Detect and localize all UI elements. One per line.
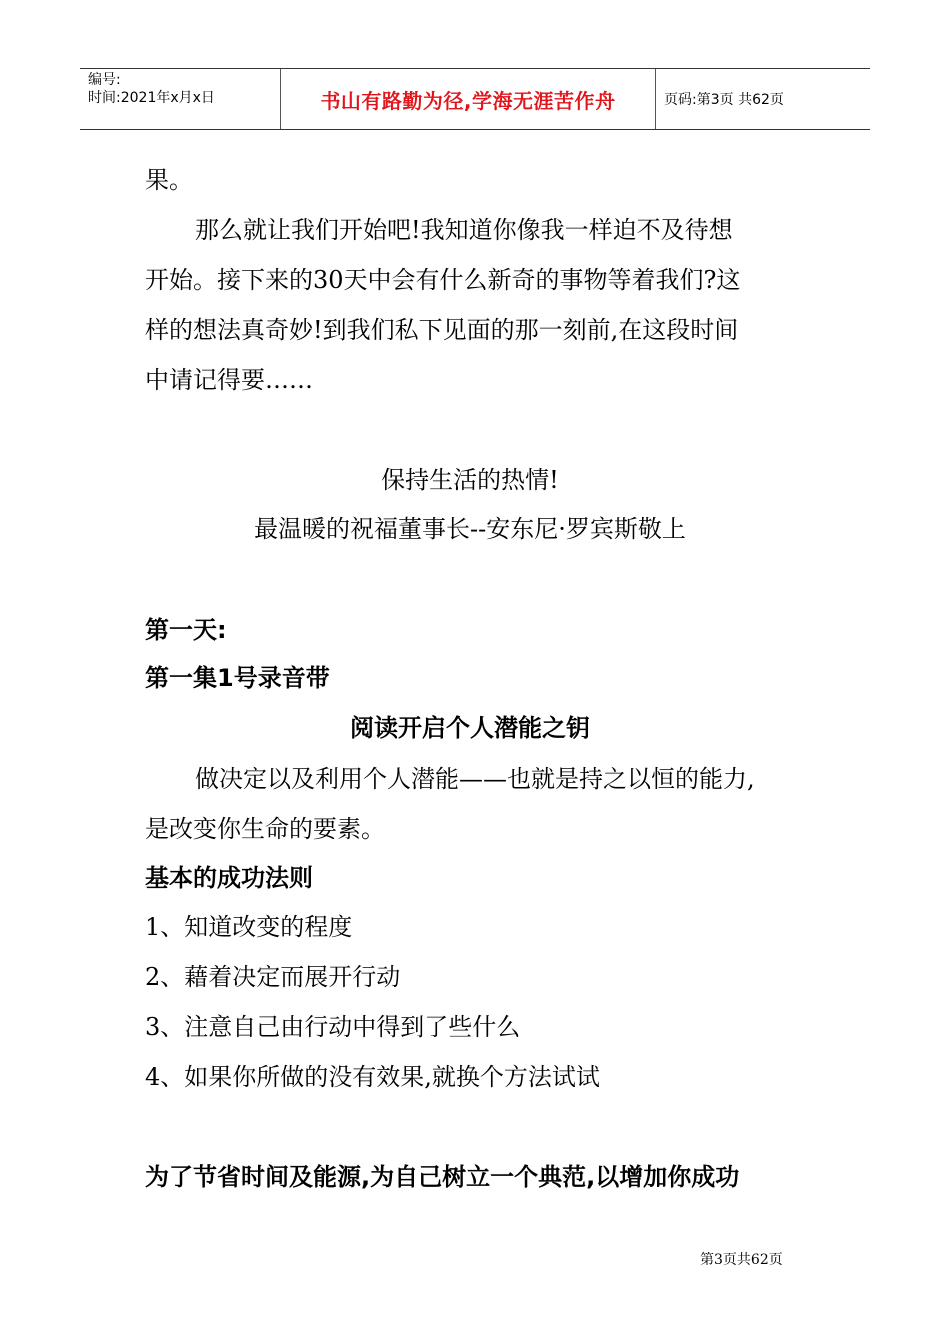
rules-heading: 基本的成功法则 [145, 864, 313, 892]
list-item: 2、藉着决定而展开行动 [145, 963, 401, 991]
day-heading: 第一天: [145, 616, 227, 644]
page-header [80, 68, 870, 130]
header-divider [655, 69, 656, 129]
header-motto: 书山有路勤为径,学海无涯苦作舟 [320, 88, 616, 113]
text-line: 那么就让我们开始吧!我知道你像我一样迫不及待想 [195, 216, 733, 244]
header-page-info: 页码:第3页 共62页 [664, 92, 784, 108]
text-line: 为了节省时间及能源,为自己树立一个典范,以增加你成功 [145, 1163, 740, 1191]
tape-heading: 第一集1号录音带 [145, 664, 330, 692]
list-item: 3、注意自己由行动中得到了些什么 [145, 1013, 521, 1041]
text-line: 样的想法真奇妙!到我们私下见面的那一刻前,在这段时间 [145, 316, 739, 344]
text-line: 做决定以及利用个人潜能——也就是持之以恒的能力, [195, 765, 755, 793]
header-divider [280, 69, 281, 129]
list-item: 1、知道改变的程度 [145, 913, 353, 941]
time-label: 时间:2021年x月x日 [88, 90, 215, 106]
text-line: 中请记得要…… [145, 366, 313, 394]
closing-line: 保持生活的热情! [381, 466, 559, 494]
number-label: 编号: [88, 72, 121, 88]
list-item: 4、如果你所做的没有效果,就换个方法试试 [145, 1063, 600, 1091]
signature-line: 最温暖的祝福董事长--安东尼·罗宾斯敬上 [254, 515, 686, 543]
header-meta [88, 71, 278, 107]
text-line: 开始。接下来的30天中会有什么新奇的事物等着我们?这 [145, 266, 741, 294]
page-footer: 第3页共62页 [700, 1252, 783, 1268]
text-line: 果。 [145, 166, 193, 194]
section-title: 阅读开启个人潜能之钥 [350, 714, 590, 742]
text-line: 是改变你生命的要素。 [145, 815, 385, 843]
